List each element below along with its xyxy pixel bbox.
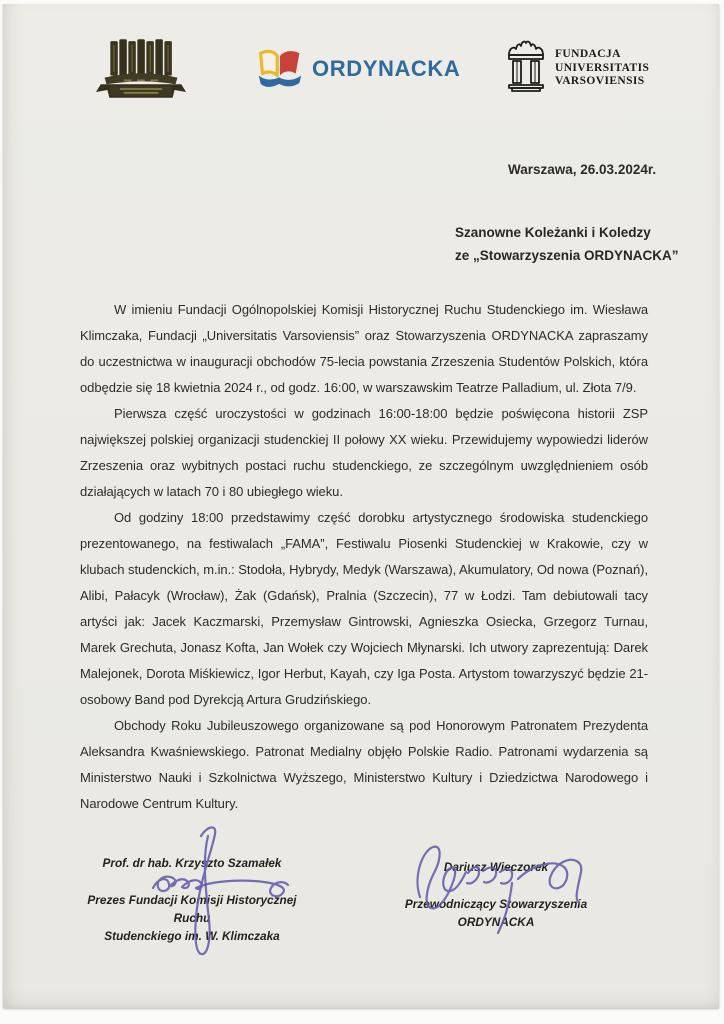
open-book-icon — [256, 48, 304, 90]
signature-block-right — [370, 858, 622, 931]
salutation — [455, 221, 679, 267]
signer-name-left: Prof. dr hab. Krzyszto Szamałek — [102, 856, 282, 870]
paragraph-2: Pierwsza część uroczystości w godzinach 16:00-18:00 będzie poświęcona historii ZSP największej polskiej organizacji studenckiej II połowy XX wieku. Przewidujemy wypowiedzi liderów Zrzeszenia oraz wybitnych postaci ruchu studenckiego, ze szczególnym uwzględnieniem osób działających w latach 70 i 80 ubiegłego wieku. — [80, 406, 648, 499]
signer-name-right: Dariusz Wieczorek — [443, 860, 549, 874]
ordynacka-wordmark: ORDYNACKA — [312, 56, 461, 81]
paragraph-4: Obchody Roku Jubileuszowego organizowane są pod Honorowym Patronatem Prezydenta Aleksandra Kwaśniewskiego. Patronat Medialny objęło Polskie Radio. Patronami wydarzenia są Ministerstwo Nauki i Szkolnictwa Wyższego, Ministerstwo Kultury i Dziedzictwa Narodowego i Narodowe Centrum Kultury. — [80, 718, 648, 811]
paragraph-1: W imieniu Fundacji Ogólnopolskiej Komisji Historycznej Ruchu Studenckiego im. Wiesława Klimczaka, Fundacji „Universitatis Varsoviensis” oraz Stowarzyszenia ORDYNACKA zapraszamy do uczestnictwa w inauguracji obchodów 75-lecia powstania Zrzeszenia Studentów Polskich, która odbędzie się 18 kwietnia 2024 r., od godz. 16:00, w warszawskim Teatrze Palladium, ul. Złota 7/9. — [80, 302, 648, 395]
dateline: Warszawa, 26.03.2024r. — [508, 162, 657, 177]
signer-title-left-2: Studenckiego im. W. Klimczaka — [104, 929, 280, 943]
letter-body — [80, 297, 648, 817]
ordynacka-logo — [256, 48, 460, 90]
fuv-line-3: VARSOVIENSIS — [555, 75, 645, 87]
komisja-historyczna-logo — [95, 36, 187, 100]
paragraph-3: Od godziny 18:00 przedstawimy część dorobku artystycznego środowiska studenckiego prezentowanego, na festiwalach „FAMA”, Festiwalu Piosenki Studenckiej w Krakowie, czy w klubach studenckich, m.in.: Stodoła, Hybrydy, Medyk (Warszawa), Akumulatory, Od nowa (Poznań), Alibi, Pałacyk (Wrocław), Żak (Gdańsk), Pralnia (Szczecin), 77 w Łodzi. Tam debiutowali tacy artyści jak: Jacek Kaczmarski, Przemysław Gintrowski, Agnieszka Osiecka, Grzegorz Turnau, Marek Grechuta, Jonasz Kofta, Jan Wołek czy Wojciech Młynarski. Ich utwory zaprezentują: Darek Malejonek, Dorota Miśkiewicz, Igor Herbut, Kayah, czy Iga Posta. Artystom towarzyszyć będzie 21-osobowy Band pod Dyrekcją Artura Grudzińskiego. — [80, 510, 649, 707]
signature-block-left — [72, 854, 312, 945]
fuv-line-2: UNIVERSITATIS — [555, 61, 650, 74]
signer-title-right: Przewodniczący Stowarzyszenia ORDYNACKA — [404, 897, 588, 929]
salutation-line-2: ze „Stowarzyszenia ORDYNACKA” — [455, 248, 679, 263]
fuv-line-1: FUNDACJA — [555, 48, 621, 60]
university-gate-icon — [506, 40, 546, 94]
signer-title-left-1: Prezes Fundacji Komisji Historycznej Ruchu — [87, 893, 297, 925]
salutation-line-1: Szanowne Koleżanki i Koledzy — [455, 225, 651, 240]
universitatis-varsoviensis-logo — [506, 40, 649, 94]
books-emblem-icon — [95, 36, 187, 100]
